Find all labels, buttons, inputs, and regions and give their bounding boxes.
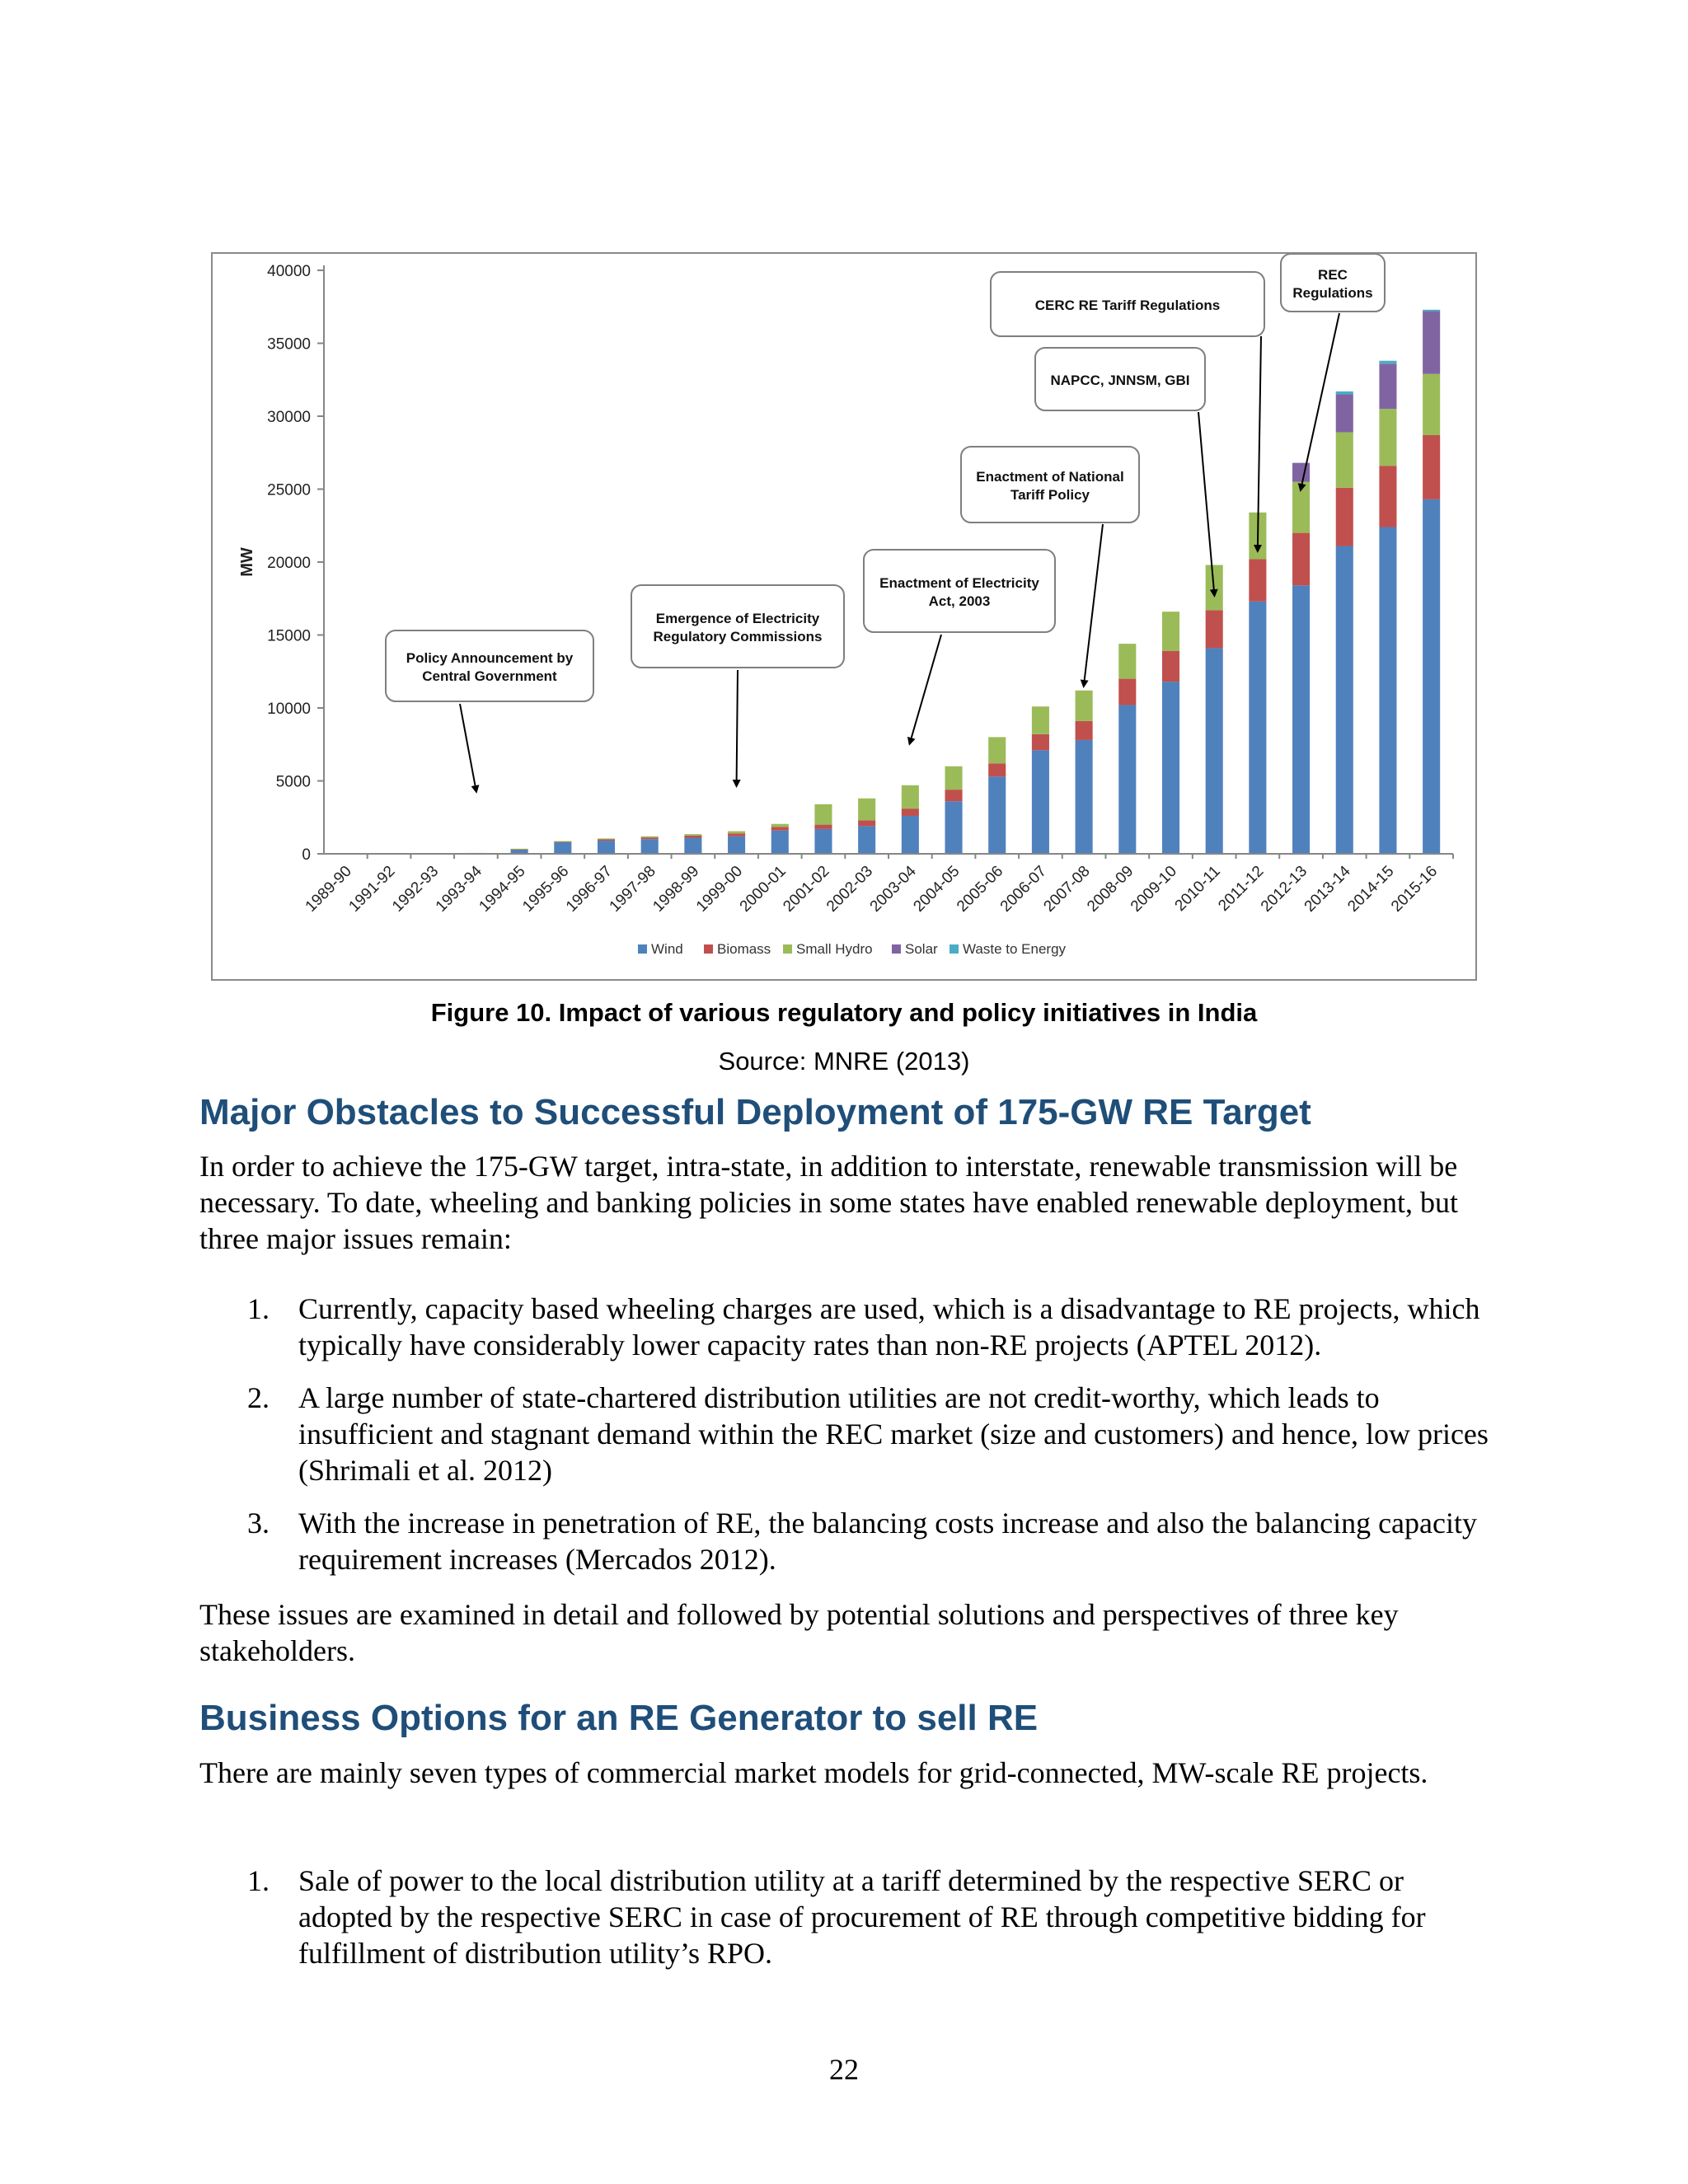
- x-tick-label: 1995-96: [519, 862, 573, 916]
- annotation-callout: [1281, 254, 1385, 488]
- bar-biomass: [1336, 488, 1353, 546]
- bar-small-hydro: [554, 841, 571, 842]
- bar-wind: [641, 839, 659, 854]
- callout-text: Regulatory Commissions: [653, 629, 823, 644]
- bar-biomass: [1118, 679, 1136, 705]
- x-tick-label: 1999-00: [692, 862, 747, 916]
- x-tick-label: 2006-07: [996, 862, 1050, 916]
- callout-text: Enactment of Electricity: [879, 575, 1039, 591]
- business-list: [199, 1863, 1502, 1988]
- legend-item: [950, 941, 1067, 957]
- annotation-callout: [864, 550, 1055, 742]
- bar-biomass: [1292, 533, 1310, 586]
- x-tick-label: 2014-15: [1344, 862, 1398, 916]
- bar-waste-to-energy: [1423, 310, 1440, 312]
- callout-text: Emergence of Electricity: [655, 611, 820, 626]
- legend-label: Waste to Energy: [963, 941, 1067, 957]
- section-heading-business: Business Options for an RE Generator to sell RE: [199, 1698, 1039, 1738]
- y-tick-label: 0: [302, 846, 311, 864]
- x-tick-label: 2003-04: [866, 862, 920, 916]
- list-item: [199, 1505, 1502, 1577]
- legend-swatch: [892, 944, 901, 954]
- y-tick-label: 20000: [267, 555, 311, 572]
- bar-biomass: [1032, 734, 1049, 750]
- bar-biomass: [641, 837, 659, 839]
- bar-biomass: [1076, 721, 1093, 740]
- x-tick-label: 2011-12: [1215, 862, 1268, 915]
- y-tick-label: 25000: [267, 481, 311, 499]
- bar-wind: [598, 841, 615, 854]
- bar-wind: [1423, 499, 1440, 854]
- x-tick-label: 1989-90: [302, 862, 355, 916]
- x-tick-label: 2004-05: [910, 862, 964, 916]
- bar-wind: [858, 826, 875, 854]
- x-tick-label: 1998-99: [649, 862, 703, 916]
- bar-biomass: [728, 833, 745, 837]
- bar-wind: [988, 776, 1006, 854]
- bar-wind: [1206, 648, 1223, 854]
- bar-wind: [814, 829, 832, 854]
- legend-swatch: [950, 944, 959, 954]
- bar-biomass: [858, 820, 875, 826]
- x-tick-label: 2009-10: [1127, 862, 1181, 916]
- bar-biomass: [771, 827, 789, 830]
- x-tick-label: 1992-93: [389, 862, 443, 916]
- bar-wind: [1032, 750, 1049, 854]
- bar-waste-to-energy: [1379, 361, 1396, 364]
- business-intro-paragraph: There are mainly seven types of commercial market models for grid-connected, MW-scale RE projects.: [199, 1756, 1428, 1789]
- bar-small-hydro: [1292, 482, 1310, 533]
- callout-text: Policy Announcement by: [406, 650, 574, 666]
- bar-small-hydro: [771, 824, 789, 827]
- bar-solar: [1379, 363, 1396, 409]
- bar-biomass: [1249, 559, 1266, 601]
- list-item: [199, 1380, 1502, 1488]
- bar-biomass: [1379, 466, 1396, 527]
- legend-label: Wind: [651, 941, 683, 957]
- list-item: [199, 1863, 1502, 1971]
- y-tick-label: 40000: [267, 263, 311, 280]
- x-tick-label: 2012-13: [1257, 862, 1311, 916]
- stacked-bar-chart: [213, 254, 1475, 979]
- bar-biomass: [598, 839, 615, 841]
- legend-item: [638, 941, 683, 957]
- bar-wind: [1249, 602, 1266, 854]
- annotation-callout: [386, 630, 593, 790]
- bar-biomass: [1206, 610, 1223, 648]
- list-item-text: With the increase in penetration of RE, the balancing costs increase and also the balancing capacity requirement increases (Mercados 2012).: [298, 1507, 1477, 1576]
- callout-box: [864, 550, 1055, 632]
- list-item-text: A large number of state-chartered distribution utilities are not credit-worthy, which leads to insufficient and stagnant demand within the REC market (size and customers) and hence, low prices (Shrimali et al. 2012): [298, 1381, 1489, 1487]
- obstacles-list: [199, 1291, 1502, 1594]
- legend-label: Solar: [905, 941, 938, 957]
- bar-biomass: [814, 825, 832, 829]
- list-item-number: 2.: [247, 1381, 270, 1414]
- bar-solar: [1423, 312, 1440, 374]
- y-tick-label: 15000: [267, 627, 311, 645]
- callout-arrow: [910, 635, 941, 742]
- bar-wind: [902, 816, 919, 854]
- legend-label: Small Hydro: [796, 941, 873, 957]
- x-tick-label: 2010-11: [1171, 862, 1224, 915]
- callout-arrow: [1084, 524, 1103, 684]
- legend-label: Biomass: [717, 941, 771, 957]
- y-axis-label: MW: [238, 547, 256, 577]
- bar-small-hydro: [1076, 691, 1093, 721]
- bar-small-hydro: [1032, 706, 1049, 734]
- x-tick-label: 2000-01: [736, 862, 790, 916]
- list-item-text: Currently, capacity based wheeling charges are used, which is a disadvantage to RE projects, which typically have considerably lower capacity rates than non-RE projects (APTEL 2012).: [298, 1292, 1480, 1361]
- x-tick-label: 1991-92: [345, 862, 399, 916]
- bar-biomass: [1423, 435, 1440, 499]
- x-tick-label: 1993-94: [432, 862, 485, 916]
- callout-box: [1281, 254, 1385, 312]
- bar-small-hydro: [1423, 374, 1440, 435]
- y-tick-label: 35000: [267, 335, 311, 354]
- annotation-callout: [631, 585, 844, 784]
- callout-text: Regulations: [1292, 285, 1373, 301]
- callout-box: [386, 630, 593, 701]
- bar-small-hydro: [858, 799, 875, 821]
- callout-arrow: [737, 670, 738, 784]
- bar-biomass: [988, 763, 1006, 776]
- bar-small-hydro: [1118, 644, 1136, 678]
- bar-small-hydro: [902, 785, 919, 808]
- x-tick-label: 2015-16: [1388, 862, 1442, 916]
- list-item-number: 1.: [247, 1292, 270, 1325]
- legend-swatch: [783, 944, 792, 954]
- bar-biomass: [945, 790, 963, 801]
- x-tick-label: 2008-09: [1084, 862, 1137, 916]
- bar-wind: [1118, 705, 1136, 854]
- obstacles-intro-paragraph: In order to achieve the 175-GW target, intra-state, in addition to interstate, renewable transmission will be necessary. To date, wheeling and banking policies in some states have enabled renewable deployment, but three major issues remain:: [199, 1150, 1458, 1255]
- bar-small-hydro: [511, 849, 528, 850]
- figure-source: Source: MNRE (2013): [718, 1047, 970, 1076]
- legend-swatch: [704, 944, 713, 954]
- bar-wind: [945, 801, 963, 854]
- callout-text: Act, 2003: [928, 593, 991, 609]
- bar-small-hydro: [814, 804, 832, 825]
- page-number: 22: [829, 2053, 859, 2086]
- legend-item: [892, 941, 938, 957]
- bar-wind: [684, 838, 701, 854]
- bar-biomass: [902, 808, 919, 816]
- bar-solar: [1336, 394, 1353, 432]
- bar-small-hydro: [598, 838, 615, 839]
- list-item-number: 3.: [247, 1507, 270, 1540]
- bar-small-hydro: [1162, 612, 1179, 651]
- legend-item: [783, 941, 873, 957]
- x-tick-label: 2002-03: [823, 862, 877, 916]
- bar-small-hydro: [1336, 432, 1353, 487]
- bar-solar: [1292, 463, 1310, 482]
- bar-biomass: [1162, 651, 1179, 682]
- x-tick-label: 1997-98: [606, 862, 659, 916]
- bar-biomass: [684, 836, 701, 838]
- y-tick-label: 10000: [267, 701, 311, 718]
- bar-wind: [1292, 585, 1310, 854]
- callout-box: [961, 447, 1139, 523]
- bar-wind: [728, 837, 745, 854]
- legend-item: [704, 941, 771, 957]
- callout-text: REC: [1318, 267, 1348, 283]
- callout-arrow: [460, 704, 476, 790]
- list-item: [199, 1291, 1502, 1363]
- bar-wind: [1162, 682, 1179, 854]
- callout-text: Tariff Policy: [1010, 487, 1090, 503]
- legend-swatch: [638, 944, 647, 954]
- bar-wind: [1336, 546, 1353, 854]
- bar-wind: [554, 842, 571, 854]
- bar-small-hydro: [945, 766, 963, 790]
- x-tick-label: 2005-06: [954, 862, 1007, 916]
- bar-waste-to-energy: [1336, 391, 1353, 395]
- bar-wind: [1379, 527, 1396, 854]
- x-tick-label: 1996-97: [562, 862, 617, 916]
- callout-text: CERC RE Tariff Regulations: [1034, 298, 1221, 313]
- figure-chart-frame: [211, 252, 1477, 981]
- x-tick-label: 2013-14: [1301, 862, 1354, 916]
- bar-small-hydro: [684, 834, 701, 836]
- callout-box: [631, 585, 844, 668]
- y-tick-label: 5000: [275, 773, 311, 791]
- callout-text: NAPCC, JNNSM, GBI: [1050, 373, 1190, 388]
- x-tick-label: 2001-02: [780, 862, 833, 916]
- bar-wind: [771, 831, 789, 854]
- bar-small-hydro: [988, 737, 1006, 763]
- callout-text: Central Government: [422, 668, 557, 684]
- x-tick-label: 1994-95: [476, 862, 529, 916]
- bar-small-hydro: [1379, 409, 1396, 466]
- figure-title: Figure 10. Impact of various regulatory and policy initiatives in India: [430, 998, 1258, 1027]
- callout-arrow: [1301, 313, 1339, 488]
- bar-small-hydro: [728, 832, 745, 834]
- obstacles-followup-paragraph: These issues are examined in detail and followed by potential solutions and perspectives of three key stakeholders.: [199, 1598, 1399, 1667]
- list-item-text: Sale of power to the local distribution utility at a tariff determined by the respective SERC or adopted by the respective SERC in case of procurement of RE through competitive bidding for fulfillment of distribution utility’s RPO.: [298, 1864, 1426, 1970]
- callout-text: Enactment of National: [976, 469, 1124, 485]
- list-item-number: 1.: [247, 1864, 270, 1897]
- section-heading-obstacles: Major Obstacles to Successful Deployment of 175-GW RE Target: [199, 1092, 1311, 1132]
- y-tick-label: 30000: [267, 409, 311, 426]
- bar-wind: [1076, 740, 1093, 854]
- x-tick-label: 2007-08: [1040, 862, 1094, 916]
